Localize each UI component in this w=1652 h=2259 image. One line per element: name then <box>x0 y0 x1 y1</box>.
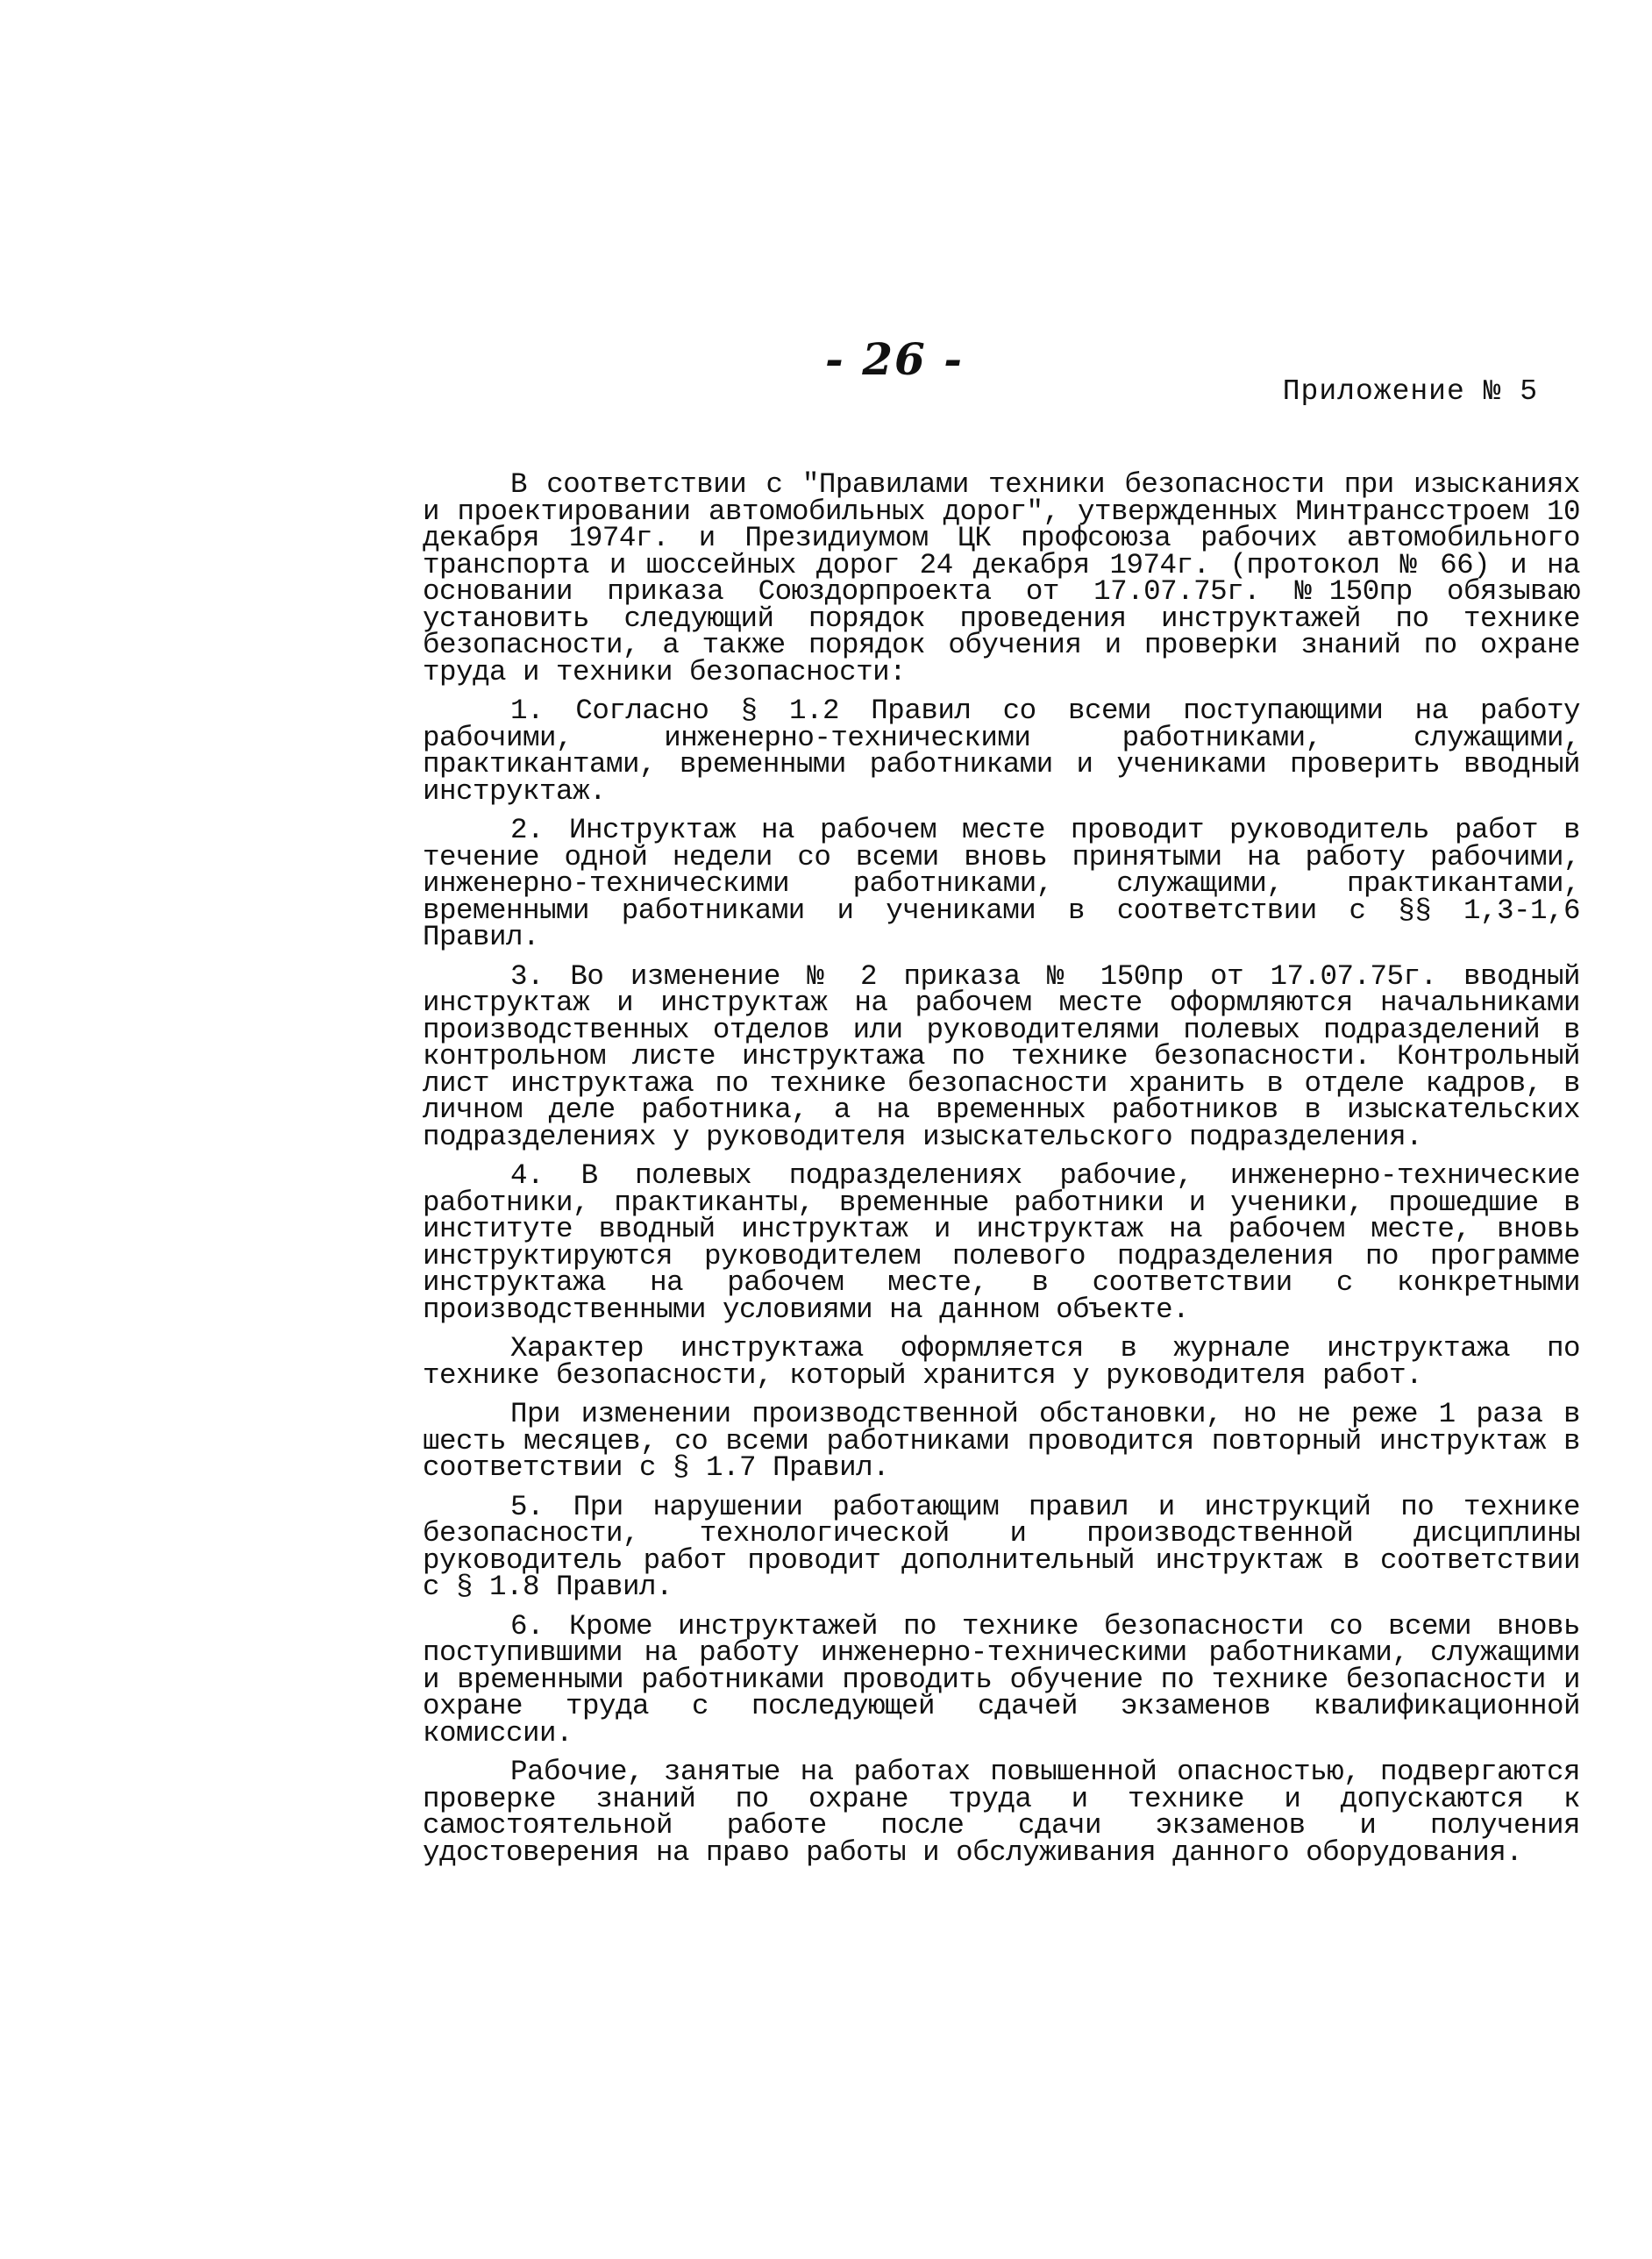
paragraph-intro: В соответствии с "Правилами техники безопасности при изысканиях и проектировании автомобильных дорог", утвержденных Минтрансстроем 10 декабря 1974г. и Президиумом ЦК профсоюза рабочих автомобильного транспорта и шоссейных дорог 24 декабря 1974г. (протокол № 66) и на основании приказа Союздорпроекта от 17.07.75г. №150пр обязываю установить следующий порядок проведения инструктажей по технике безопасности, а также порядок обучения и проверки знаний по охране труда и техники безопасности: <box>423 468 1580 688</box>
paragraph-item-3: 3. Во изменение № 2 приказа № 150пр от 17.07.75г. вводный инструктаж и инструктаж на рабочем месте оформляются начальниками производственных отделов или руководителями полевых подразделений в контрольном листе инструктажа по технике безопасности. Контрольный лист инструктажа по технике безопасности хранить в отделе кадров, в личном деле работника, а на временных работников в изыскательских подразделениях у руководителя изыскательского подразделения. <box>423 959 1580 1153</box>
paragraph-item-4: 4. В полевых подразделениях рабочие, инженерно-технические работники, практиканты, временные работники и ученики, прошедшие в институте вводный инструктаж и инструктаж на рабочем месте, вновь инструктируются руководителем полевого подразделения по программе инструктажа на рабочем месте, в соответствии с конкретными производственными условиями на данном объекте. <box>423 1159 1580 1326</box>
paragraph-item-4-journal: Характер инструктажа оформляется в журнале инструктажа по технике безопасности, который хранится у руководителя работ. <box>423 1332 1580 1392</box>
page-number: - 26 - <box>825 333 964 385</box>
paragraph-item-1: 1. Согласно § 1.2 Правил со всеми поступающими на работу рабочими, инженерно-техническими работниками, служащими, практикантами, временными работниками и учениками проверить вводный инструктаж. <box>423 695 1580 808</box>
paragraph-item-2: 2. Инструктаж на рабочем месте проводит руководитель работ в течение одной недели со всеми вновь принятыми на работу рабочими, инженерно-техническими работниками, служащими, практикантами, временными работниками и учениками в соответствии с §§ 1,3-1,6 Правил. <box>423 814 1580 953</box>
paragraph-item-6-workers: Рабочие, занятые на работах повышенной опасностью, подвергаются проверке знаний по охране труда и технике и допускаются к самостоятельной работе после сдачи экзаменов и получения удостоверения на право работы и обслуживания данного оборудования. <box>423 1756 1580 1869</box>
paragraph-item-4-repeat: При изменении производственной обстановки, но не реже 1 раза в шесть месяцев, со всеми работниками проводится повторный инструктаж в соответствии с § 1.7 Правил. <box>423 1398 1580 1484</box>
paragraph-item-6: 6. Кроме инструктажей по технике безопасности со всеми вновь поступившими на работу инженерно-техническими работниками, служащими и временными работниками проводить обучение по технике безопасности и охране труда с последующей сдачей экзаменов квалификационной комиссии. <box>423 1609 1580 1749</box>
paragraph-item-5: 5. При нарушении работающим правил и инструкций по технике безопасности, технологической и производственной дисциплины руководитель работ проводит дополнительный инструктаж в соответствии с § 1.8 Правил. <box>423 1490 1580 1603</box>
document-body <box>423 468 1580 1878</box>
appendix-label: Приложение № 5 <box>1282 375 1538 408</box>
